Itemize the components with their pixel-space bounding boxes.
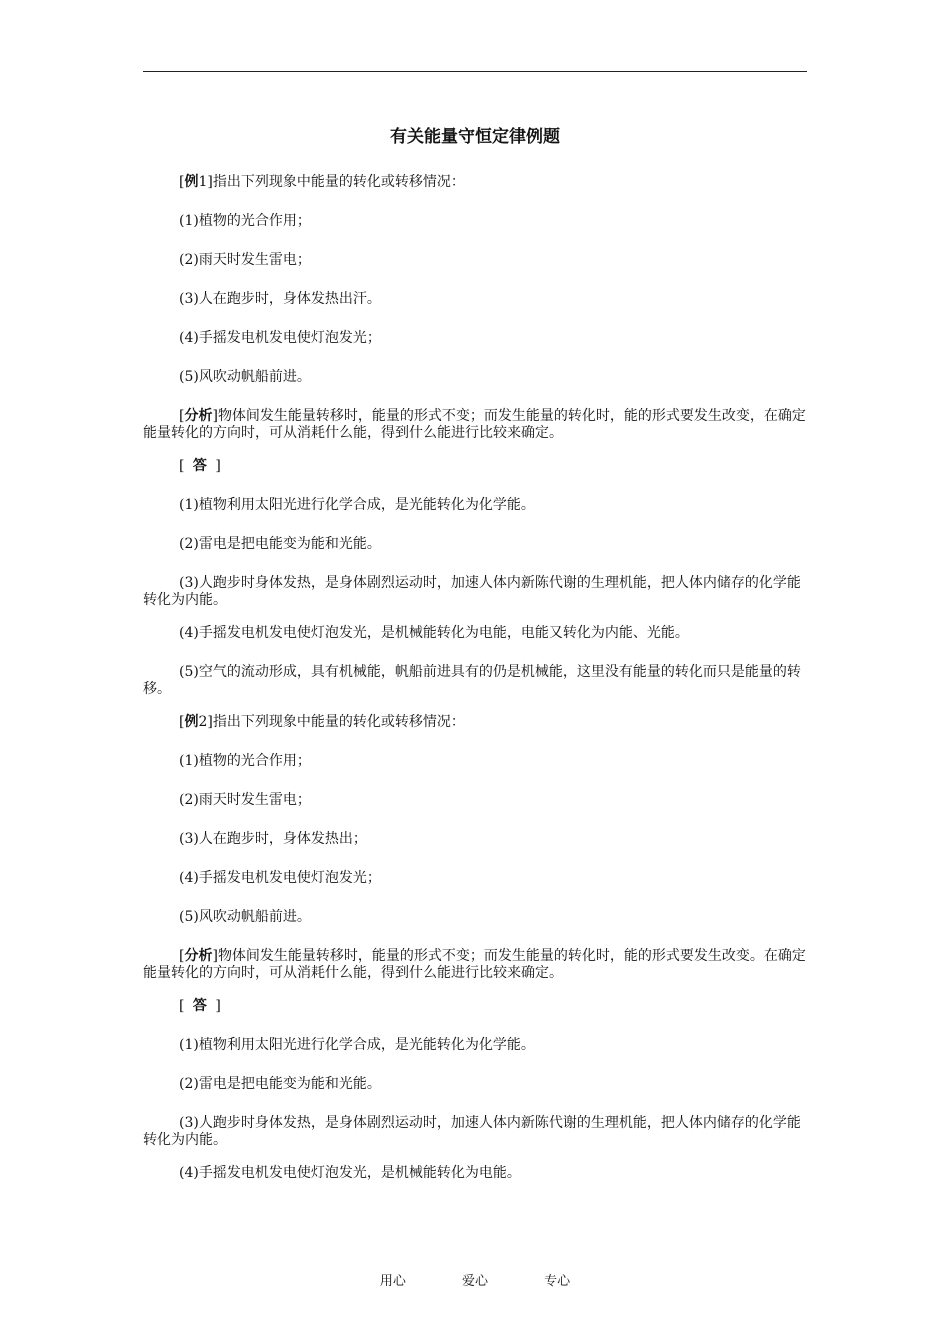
example-2-item: (2)雨天时发生雷电； <box>179 792 311 808</box>
example-2-answer-label: [ 答 ] <box>179 998 223 1014</box>
analysis-tag: 分析 <box>184 408 213 424</box>
example-1-heading: [例1]指出下列现象中能量的转化或转移情况： <box>179 174 465 190</box>
example-tag: 例 <box>184 714 199 730</box>
example-2-item: (4)手摇发电机发电使灯泡发光； <box>179 870 381 886</box>
example-heading-text: 1]指出下列现象中能量的转化或转移情况： <box>198 174 465 190</box>
example-1-answer: (5)空气的流动形成，具有机械能，帆船前进具有的仍是机械能，这里没有能量的转化而只是能量的转移。 <box>143 664 801 697</box>
footer-text: 用心 <box>379 1274 406 1289</box>
example-tag: 例 <box>184 174 199 190</box>
example-2-heading: [例2]指出下列现象中能量的转化或转移情况： <box>179 714 465 730</box>
analysis-tag: 分析 <box>184 948 213 964</box>
example-2-answer: (3)人跑步时身体发热，是身体剧烈运动时，加速人体内新陈代谢的生理机能，把人体内储存的化学能转化为内能。 <box>143 1115 801 1148</box>
example-1-item: (4)手摇发电机发电使灯泡发光； <box>179 330 381 346</box>
example-2-item: (1)植物的光合作用； <box>179 753 311 769</box>
document-title: 有关能量守恒定律例题 <box>390 127 560 147</box>
example-2-answer: (2)雷电是把电能变为能和光能。 <box>179 1076 381 1092</box>
page-footer <box>0 1270 950 1289</box>
answer-tag: 答 <box>192 458 209 474</box>
example-2-answer: (4)手摇发电机发电使灯泡发光，是机械能转化为电能。 <box>179 1165 521 1181</box>
example-1-answer: (2)雷电是把电能变为能和光能。 <box>179 536 381 552</box>
example-1-item: (2)雨天时发生雷电； <box>179 252 311 268</box>
example-heading-text: 2]指出下列现象中能量的转化或转移情况： <box>198 714 465 730</box>
document-body <box>143 174 807 1204</box>
analysis-text: 物体间发生能量转移时，能量的形式不变；而发生能量的转化时，能的形式要发生改变。在确定能量转化的方向时，可从消耗什么能，得到什么能进行比较来确定。 <box>143 948 806 981</box>
example-1-answer: (4)手摇发电机发电使灯泡发光，是机械能转化为电能，电能又转化为内能、光能。 <box>179 625 689 641</box>
example-1-item: (5)风吹动帆船前进。 <box>179 369 311 385</box>
example-1-answer: (3)人跑步时身体发热，是身体剧烈运动时，加速人体内新陈代谢的生理机能，把人体内储存的化学能转化为内能。 <box>143 575 801 608</box>
example-2-answer: (1)植物利用太阳光进行化学合成，是光能转化为化学能。 <box>179 1037 535 1053</box>
example-1-analysis: [分析]物体间发生能量转移时，能量的形式不变；而发生能量的转化时，能的形式要发生改变，在确定能量转化的方向时，可从消耗什么能，得到什么能进行比较来确定。 <box>143 408 806 441</box>
footer-text: 专心 <box>544 1274 571 1289</box>
example-2-item: (3)人在跑步时，身体发热出； <box>179 831 367 847</box>
example-2-analysis: [分析]物体间发生能量转移时，能量的形式不变；而发生能量的转化时，能的形式要发生改变。在确定能量转化的方向时，可从消耗什么能，得到什么能进行比较来确定。 <box>143 948 806 981</box>
example-1-answer: (1)植物利用太阳光进行化学合成，是光能转化为化学能。 <box>179 497 535 513</box>
example-1-item: (1)植物的光合作用； <box>179 213 311 229</box>
analysis-text: 物体间发生能量转移时，能量的形式不变；而发生能量的转化时，能的形式要发生改变，在确定能量转化的方向时，可从消耗什么能，得到什么能进行比较来确定。 <box>143 408 806 441</box>
example-1-answer-label: [ 答 ] <box>179 458 223 474</box>
footer-text: 爱心 <box>461 1274 488 1289</box>
answer-tag: 答 <box>192 998 209 1014</box>
example-1-item: (3)人在跑步时，身体发热出汗。 <box>179 291 381 307</box>
header-rule <box>143 71 807 72</box>
example-2-item: (5)风吹动帆船前进。 <box>179 909 311 925</box>
